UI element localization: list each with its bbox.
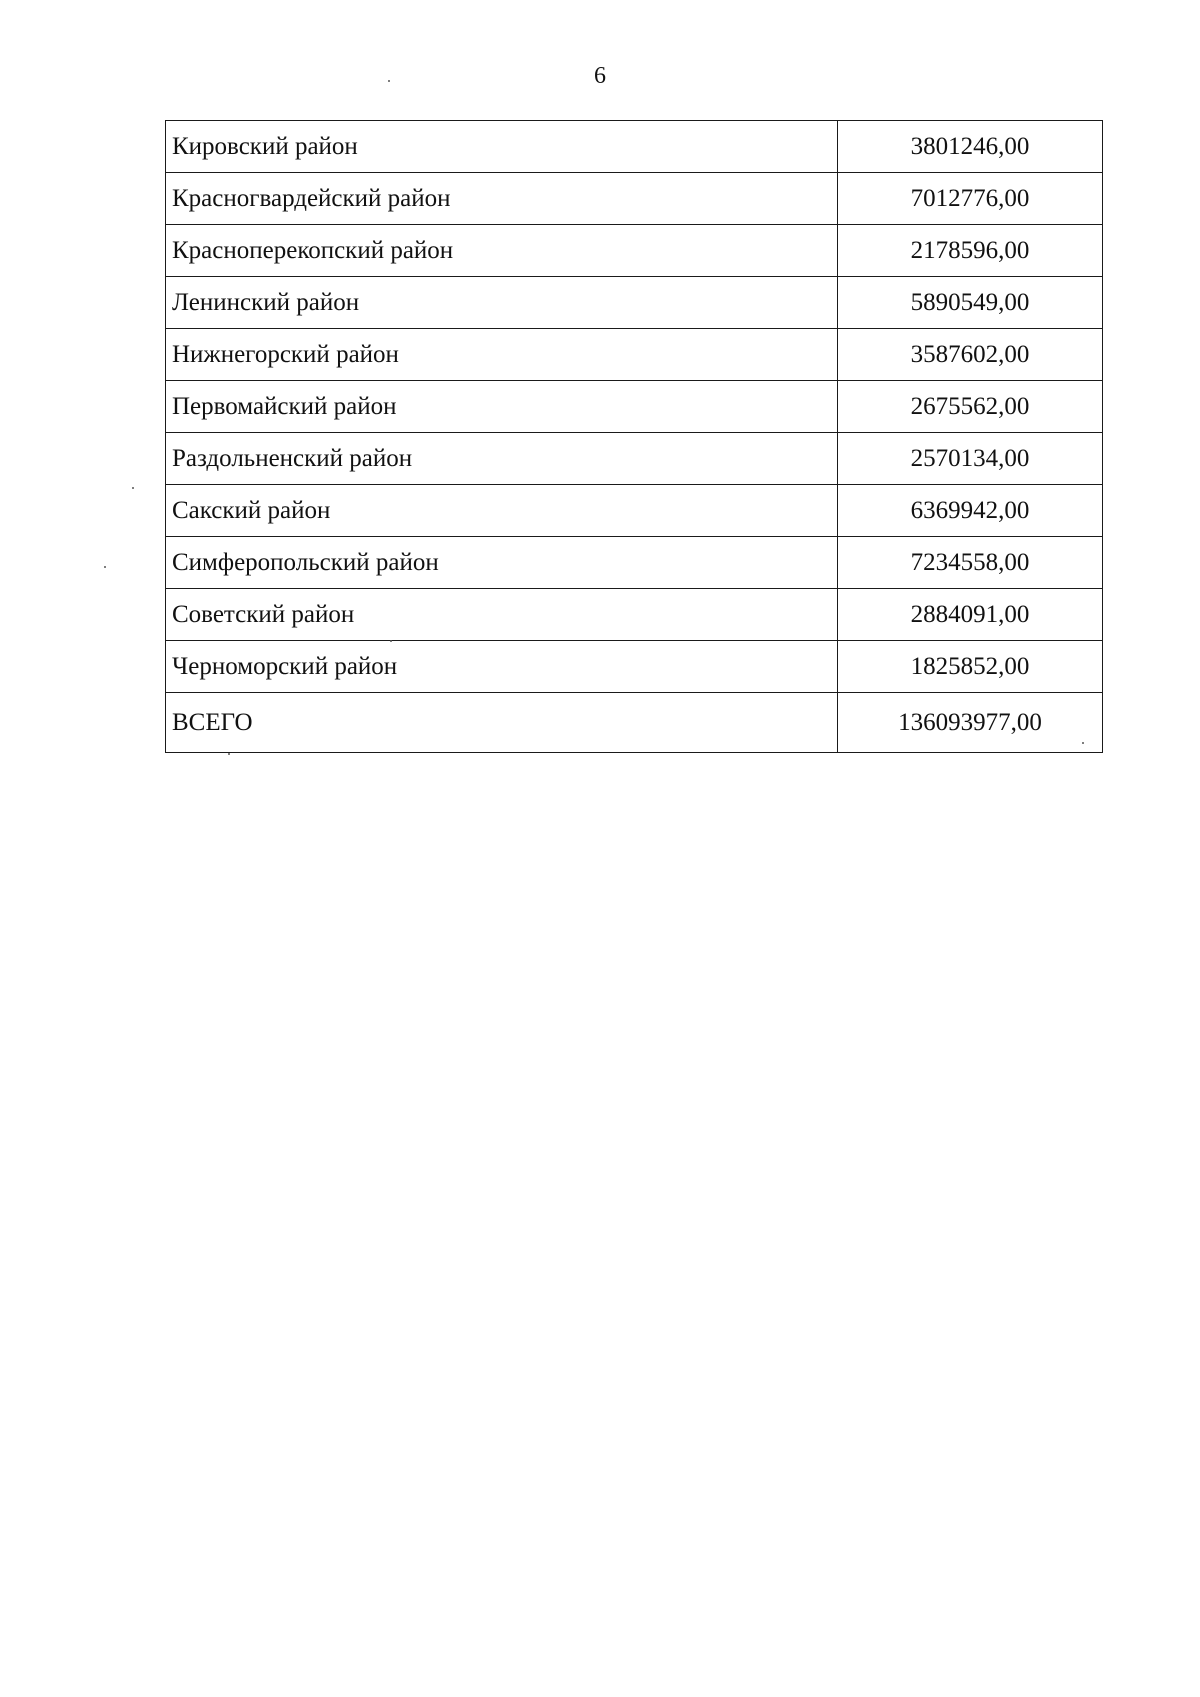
scan-speck <box>390 640 392 642</box>
table-row <box>166 173 1103 225</box>
district-amount: 5890549,00 <box>838 277 1103 329</box>
district-name: Красногвардейский район <box>166 173 838 225</box>
table-row <box>166 381 1103 433</box>
table-row <box>166 433 1103 485</box>
total-amount: 136093977,00 <box>838 693 1103 753</box>
table-row <box>166 277 1103 329</box>
district-amount: 2675562,00 <box>838 381 1103 433</box>
district-amount: 1825852,00 <box>838 641 1103 693</box>
table-total-row <box>166 693 1103 753</box>
scan-speck <box>1082 742 1084 744</box>
district-amount: 3801246,00 <box>838 121 1103 173</box>
district-amount: 7012776,00 <box>838 173 1103 225</box>
district-amount: 2884091,00 <box>838 589 1103 641</box>
district-name: Сакский район <box>166 485 838 537</box>
scan-speck <box>104 566 106 568</box>
district-amount: 6369942,00 <box>838 485 1103 537</box>
scan-speck <box>132 487 134 489</box>
district-amounts-table <box>165 120 1103 753</box>
table-row <box>166 329 1103 381</box>
district-amount: 3587602,00 <box>838 329 1103 381</box>
district-name: Симферопольский район <box>166 537 838 589</box>
scan-speck <box>228 753 230 755</box>
district-amount: 7234558,00 <box>838 537 1103 589</box>
district-name: Первомайский район <box>166 381 838 433</box>
district-name: Советский район <box>166 589 838 641</box>
district-name: Черноморский район <box>166 641 838 693</box>
table-row <box>166 485 1103 537</box>
table-row <box>166 225 1103 277</box>
total-label: ВСЕГО <box>166 693 838 753</box>
table-row <box>166 537 1103 589</box>
scan-speck <box>388 80 390 82</box>
page-number: 6 <box>594 63 606 89</box>
district-amount: 2570134,00 <box>838 433 1103 485</box>
district-name: Красноперекопский район <box>166 225 838 277</box>
district-amount: 2178596,00 <box>838 225 1103 277</box>
district-name: Раздольненский район <box>166 433 838 485</box>
table-row <box>166 641 1103 693</box>
table-row <box>166 121 1103 173</box>
district-name: Кировский район <box>166 121 838 173</box>
district-name: Ленинский район <box>166 277 838 329</box>
table-row <box>166 589 1103 641</box>
district-name: Нижнегорский район <box>166 329 838 381</box>
